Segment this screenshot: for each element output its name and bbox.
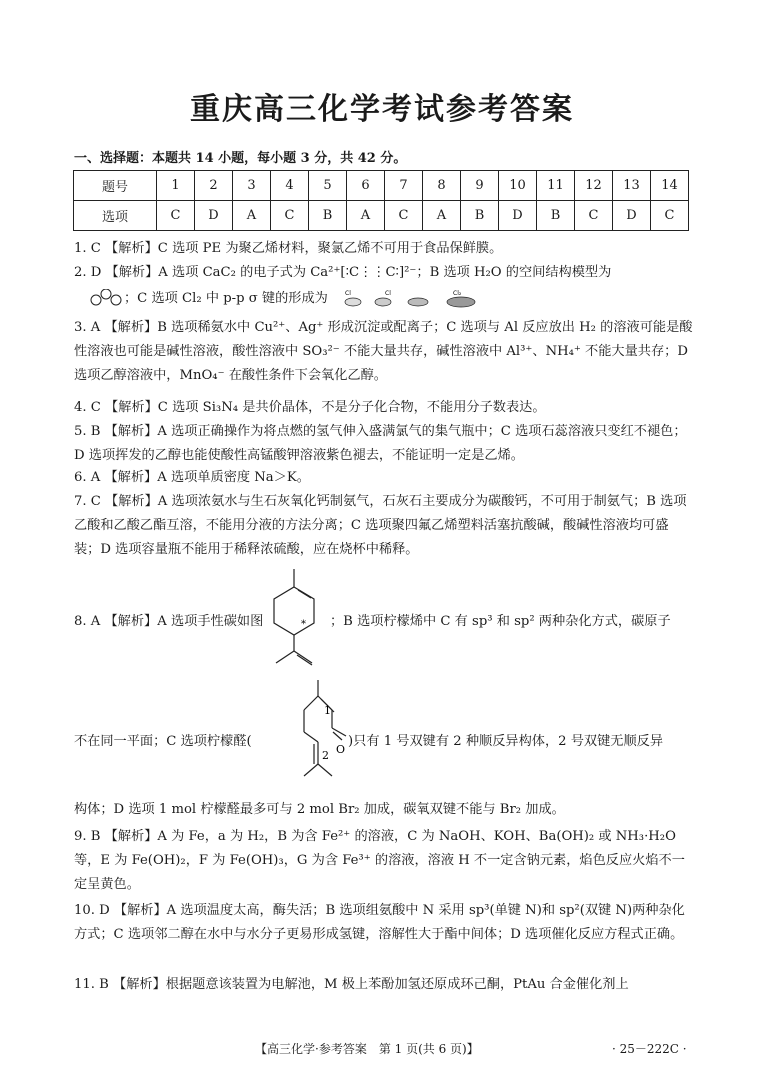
answer-8-line2a: 不在同一平面；C 选项柠檬醛(	[74, 734, 252, 749]
table-header-cell: 选项	[74, 201, 157, 231]
table-cell: 13	[613, 171, 651, 201]
table-cell: 7	[385, 171, 423, 201]
cl-label: Cl	[345, 290, 351, 297]
table-cell: A	[423, 201, 461, 231]
citral-structure	[284, 676, 356, 794]
answer-11: 11. B 【解析】根据题意该装置为电解池，M 极上苯酚加氢还原成环己酮，PtAu 合金催化剂上	[74, 977, 629, 992]
answer-1: 1. C 【解析】C 选项 PE 为聚乙烯材料，聚氯乙烯不可用于食品保鲜膜。	[74, 241, 503, 256]
answer-3: 3. A 【解析】B 选项稀氨水中 Cu²⁺、Ag⁺ 形成沉淀或配离子；C 选项与 Al 反应放出 H₂ 的溶液可能是酸性溶液也可能是碱性溶液，酸性溶液中 SO₃²⁻ 不能大量共存，碱性溶液中 Al³⁺、NH₄⁺ 不能大量共存；D 选项乙醇溶液中，MnO₄⁻ 在酸性条件下会氧化乙醇。	[74, 320, 693, 383]
chiral-star: *	[301, 619, 306, 630]
doc-code: · 25－222C ·	[612, 1042, 687, 1056]
table-cell: D	[613, 201, 651, 231]
answer-8-line1a: 8. A 【解析】A 选项手性碳如图	[74, 614, 264, 629]
table-cell: 1	[157, 171, 195, 201]
table-cell: C	[157, 201, 195, 231]
cl2-sigma-bond-diagram	[343, 287, 493, 309]
table-cell: C	[385, 201, 423, 231]
bond-2-label: 2	[322, 749, 329, 762]
page-title: 重庆高三化学考试参考答案	[190, 92, 574, 127]
answer-10: 10. D 【解析】A 选项温度太高，酶失活；B 选项组氨酸中 N 采用 sp³(单键 N)和 sp²(双键 N)两种杂化方式；C 选项邻二醇在水中与水分子更易形成氢键，溶解性大于酯中间体；D 选项催化反应方程式正确。	[74, 903, 685, 942]
cl-label: Cl	[385, 290, 391, 297]
answer-5: 5. B 【解析】A 选项正确操作为将点燃的氢气伸入盛满氯气的集气瓶中；C 选项石蕊溶液只变红不褪色；D 选项挥发的乙醇也能使酸性高锰酸钾溶液紫色褪去，不能证明一定是乙烯。	[74, 424, 687, 463]
answer-table	[73, 170, 689, 231]
table-cell: D	[499, 201, 537, 231]
table-cell: A	[347, 201, 385, 231]
table-cell: B	[461, 201, 499, 231]
table-cell: 11	[537, 171, 575, 201]
table-cell: B	[537, 201, 575, 231]
page-footer: 【高三化学·参考答案 第 1 页(共 6 页)】	[255, 1042, 479, 1056]
table-cell: A	[233, 201, 271, 231]
answer-8-line3: 构体；D 选项 1 mol 柠檬醛最多可与 2 mol Br₂ 加成，碳氧双键不能与 Br₂ 加成。	[74, 802, 565, 817]
table-cell: 10	[499, 171, 537, 201]
cl2-label: Cl₂	[453, 290, 462, 297]
table-cell: 14	[651, 171, 689, 201]
table-cell: B	[309, 201, 347, 231]
answer-2-line1: 2. D 【解析】A 选项 CaC₂ 的电子式为 Ca²⁺[∶C⋮⋮C∶]²⁻；B 选项 H₂O 的空间结构模型为	[74, 265, 612, 280]
table-cell: 4	[271, 171, 309, 201]
answer-8-line2b: )只有 1 号双键有 2 种顺反异构体，2 号双键无顺反异	[348, 734, 664, 749]
answer-7: 7. C 【解析】A 选项浓氨水与生石灰氧化钙制氨气，石灰石主要成分为碳酸钙，不可用于制氨气；B 选项乙酸和乙酸乙酯互溶，不能用分液的方法分离；C 选项聚四氟乙烯塑料活塞抗酸碱，酸碱性溶液均可盛装；D 选项容量瓶不能用于稀释浓硫酸，应在烧杯中稀释。	[74, 494, 687, 557]
answer-9: 9. B 【解析】A 为 Fe，a 为 H₂，B 为含 Fe²⁺ 的溶液，C 为 NaOH、KOH、Ba(OH)₂ 或 NH₃·H₂O 等，E 为 Fe(OH)₂，F 为 Fe(OH)₃，G 为含 Fe³⁺ 的溶液，溶液 H 不一定含钠元素，焰色反应火焰不一定呈黄色。	[74, 829, 685, 892]
table-cell: 6	[347, 171, 385, 201]
table-header-cell: 题号	[74, 171, 157, 201]
table-cell: 5	[309, 171, 347, 201]
answer-2-line2: ；C 选项 Cl₂ 中 p-p σ 键的形成为	[124, 291, 328, 306]
section-heading: 一、选择题：本题共 14 小题，每小题 3 分，共 42 分。	[74, 151, 407, 166]
table-cell: 8	[423, 171, 461, 201]
bond-1-label: 1	[324, 704, 331, 717]
oxygen-label: O	[336, 743, 346, 756]
table-cell: D	[195, 201, 233, 231]
table-row	[74, 171, 689, 201]
table-row	[74, 201, 689, 231]
table-cell: 2	[195, 171, 233, 201]
table-cell: C	[271, 201, 309, 231]
table-cell: 3	[233, 171, 271, 201]
water-model-icon	[88, 289, 124, 307]
table-cell: C	[651, 201, 689, 231]
answer-6: 6. A 【解析】A 选项单质密度 Na＞K。	[74, 470, 310, 485]
answer-8-line1b: ；B 选项柠檬烯中 C 有 sp³ 和 sp² 两种杂化方式，碳原子	[330, 614, 671, 629]
limonene-structure	[254, 565, 334, 685]
answer-4: 4. C 【解析】C 选项 Si₃N₄ 是共价晶体，不是分子化合物，不能用分子数表达。	[74, 400, 546, 415]
table-cell: 9	[461, 171, 499, 201]
table-cell: C	[575, 201, 613, 231]
table-cell: 12	[575, 171, 613, 201]
